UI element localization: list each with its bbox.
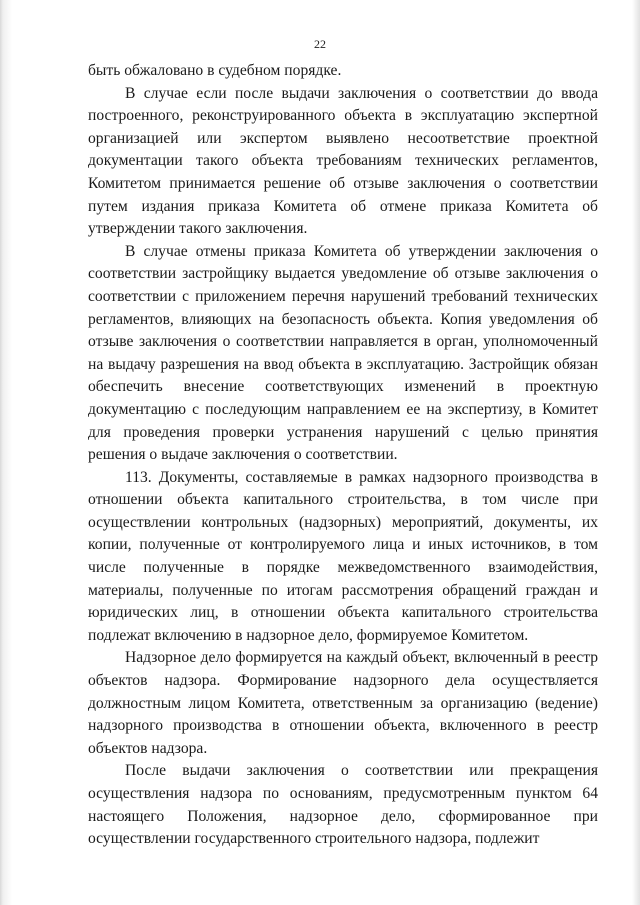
scan-left-edge [0,0,14,905]
paragraph-item-113: 113. Документы, составляемые в рамках надзорного производства в отношении объекта капитального строительства, в том числе при осуществлении контрольных (надзорных) мероприятий, документы, их копии, полученные от контролируемого лица и иных источников, в том числе полученные в порядке межведомственного взаимодействия, материалы, полученные по итогам рассмотрения обращений граждан и юридических лиц, в отношении объекта капитального строительства подлежат включению в надзорное дело, формируемое Комитетом. [88,468,598,644]
paragraph-supervision-file: Надзорное дело формируется на каждый объект, включенный в реестр объектов надзора. Формирование надзорного дела осуществляется должностным лицом Комитета, ответственным за организацию (ведение) надзорного производства в отношении объекта, включенного в реестр объектов надзора. [88,649,598,757]
body-text [88,60,598,851]
page-number: 22 [314,37,326,51]
paragraph-conclusion-revocation: В случае если после выдачи заключения о соответствии до ввода построенного, реконструированного объекта в эксплуатацию экспертной организацией или экспертом выявлено несоответствие проектной документации такого объекта требованиям технических регламентов, Комитетом принимается решение об отзыве заключения о соответствии путем издания приказа Комитета об отмене приказа Комитета об утверждении такого заключения. [88,84,598,238]
paragraph-continuation: быть обжаловано в судебном порядке. [88,62,342,79]
scan-right-edge [632,0,640,905]
paragraph-revocation-notice: В случае отмены приказа Комитета об утверждении заключения о соответствии застройщику выдается уведомление об отзыве заключения о соответствии с приложением перечня нарушений требований технических регламентов, влияющих на безопасность объекта. Копия уведомления об отзыве заключения о соответствии направляется в орган, уполномоченный на выдачу разрешения на ввод объекта в эксплуатацию. Застройщик обязан обеспечить внесение соответствующих изменений в проектную документацию с последующим направлением ее на экспертизу, в Комитет для проведения проверки устранения нарушений с целью принятия решения о выдаче заключения о соответствии. [88,242,598,464]
paragraph-after-conclusion: После выдачи заключения о соответствии или прекращения осуществления надзора по основаниям, предусмотренным пунктом 64 настоящего Положения, надзорное дело, сформированное при осуществлении государственного строительного надзора, подлежит [88,762,598,848]
